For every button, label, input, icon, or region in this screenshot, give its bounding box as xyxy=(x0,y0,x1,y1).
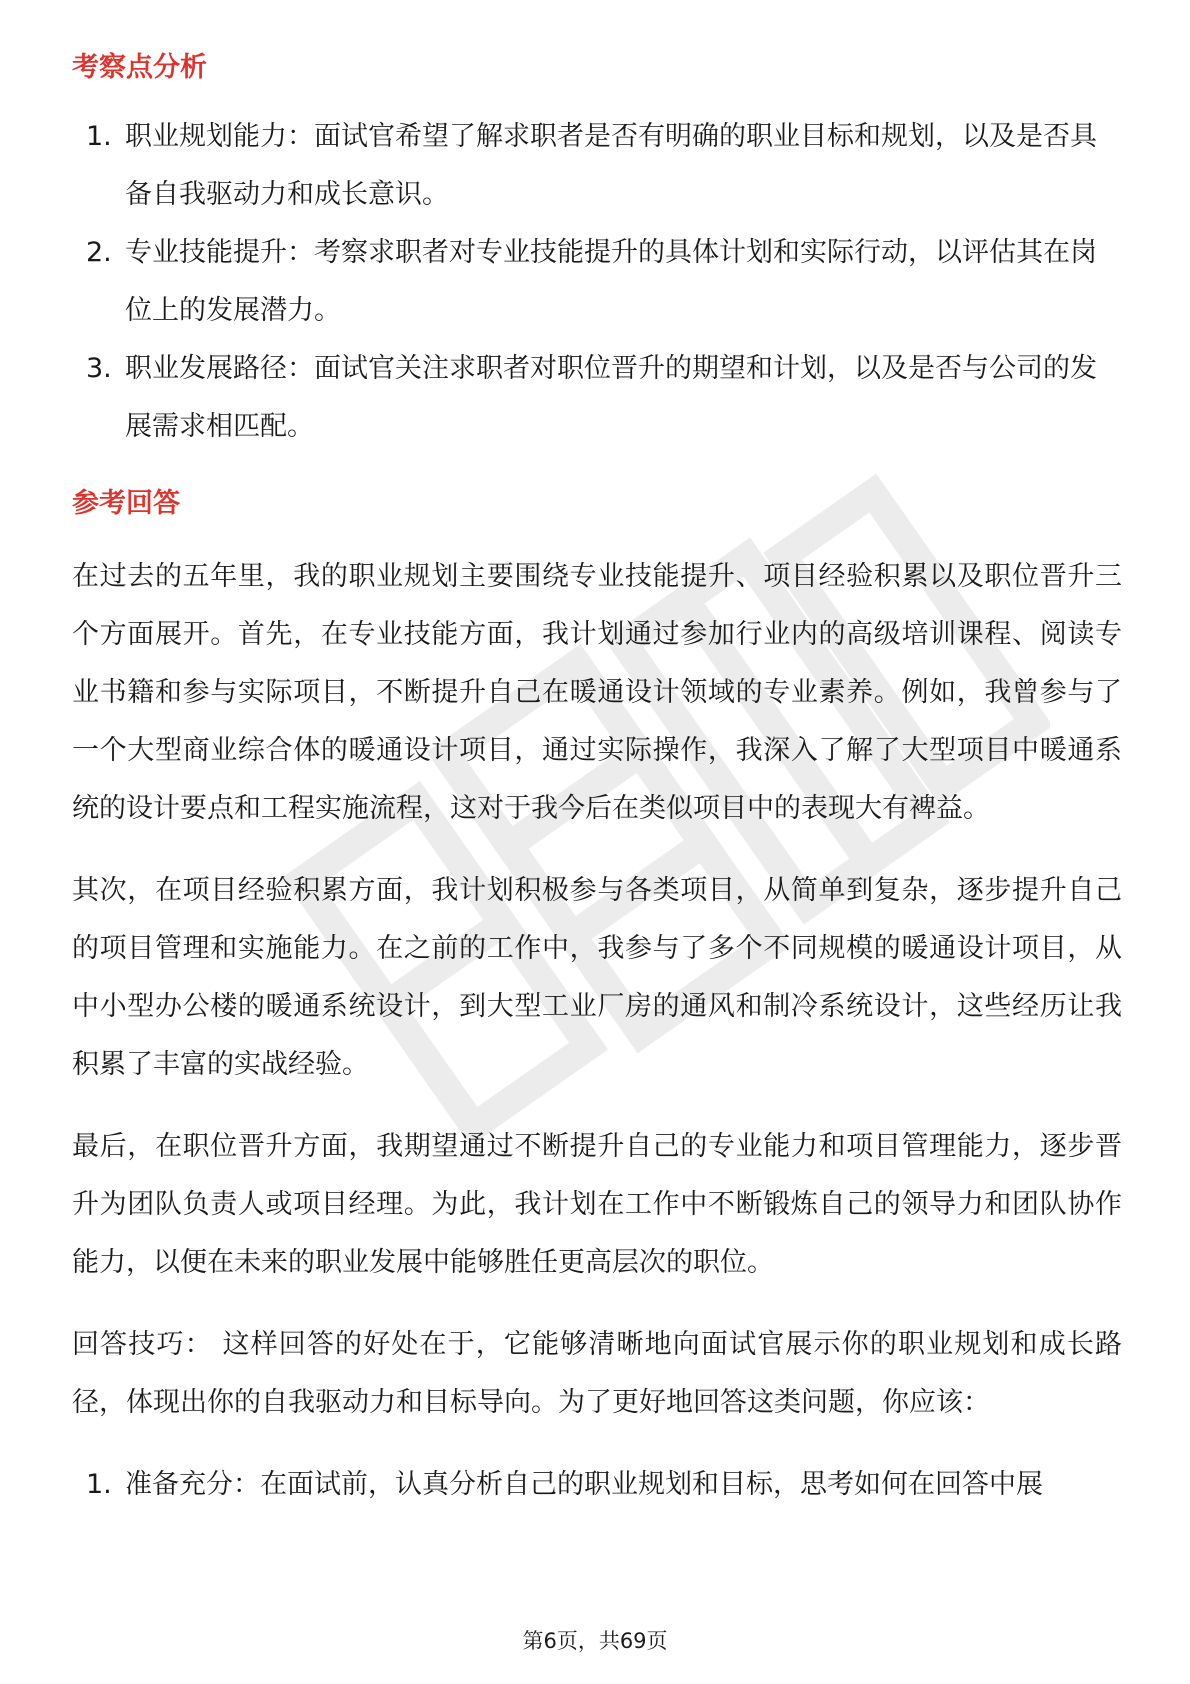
answer-section-title: 参考回答 xyxy=(72,488,180,519)
answer-paragraph-3: 最后，在职位晋升方面，我期望通过不断提升自己的专业能力和项目管理能力，逐步晋升为团队负责人或项目经理。为此，我计划在工作中不断锻炼自己的领导力和团队协作能力，以便在未来的职业发展中能够胜任更高层次的职位。 xyxy=(72,1131,1122,1278)
list-item-number: 1. xyxy=(86,121,112,152)
list-item-number: 3. xyxy=(86,353,112,384)
list-item xyxy=(72,108,1122,224)
page-number-footer: 第6页，共69页 xyxy=(522,1629,668,1653)
analysis-section-title: 考察点分析 xyxy=(72,52,207,83)
answer-paragraph-2: 其次，在项目经验积累方面，我计划积极参与各类项目，从简单到复杂，逐步提升自己的项目管理和实施能力。在之前的工作中，我参与了多个不同规模的暖通设计项目，从中小型办公楼的暖通系统设计，到大型工业厂房的通风和制冷系统设计，这些经历让我积累了丰富的实战经验。 xyxy=(72,875,1122,1080)
list-item xyxy=(72,224,1122,340)
list-item-number: 2. xyxy=(86,237,112,268)
list-item-number: 1. xyxy=(86,1469,112,1500)
list-item-text: 职业发展路径：面试官关注求职者对职位晋升的期望和计划，以及是否与公司的发展需求相匹配。 xyxy=(125,353,1097,442)
list-item xyxy=(72,1456,1122,1514)
answer-paragraph-1: 在过去的五年里，我的职业规划主要围绕专业技能提升、项目经验积累以及职位晋升三个方面展开。首先，在专业技能方面，我计划通过参加行业内的高级培训课程、阅读专业书籍和参与实际项目，不断提升自己在暖通设计领域的专业素养。例如，我曾参与了一个大型商业综合体的暖通设计项目，通过实际操作，我深入了解了大型项目中暖通系统的设计要点和工程实施流程，这对于我今后在类似项目中的表现大有裨益。 xyxy=(72,561,1122,824)
tips-list xyxy=(72,1456,1122,1514)
list-item xyxy=(72,340,1122,456)
answer-tips-intro: 回答技巧： 这样回答的好处在于，它能够清晰地向面试官展示你的职业规划和成长路径，体现出你的自我驱动力和目标导向。为了更好地回答这类问题，你应该： xyxy=(72,1329,1122,1418)
list-item-text: 职业规划能力：面试官希望了解求职者是否有明确的职业目标和规划，以及是否具备自我驱动力和成长意识。 xyxy=(125,121,1097,210)
list-item-text: 准备充分：在面试前，认真分析自己的职业规划和目标，思考如何在回答中展 xyxy=(125,1469,1043,1500)
document-page xyxy=(72,48,1122,1514)
analysis-list xyxy=(72,108,1122,456)
list-item-text: 专业技能提升：考察求职者对专业技能提升的具体计划和实际行动，以评估其在岗位上的发展潜力。 xyxy=(125,237,1097,326)
